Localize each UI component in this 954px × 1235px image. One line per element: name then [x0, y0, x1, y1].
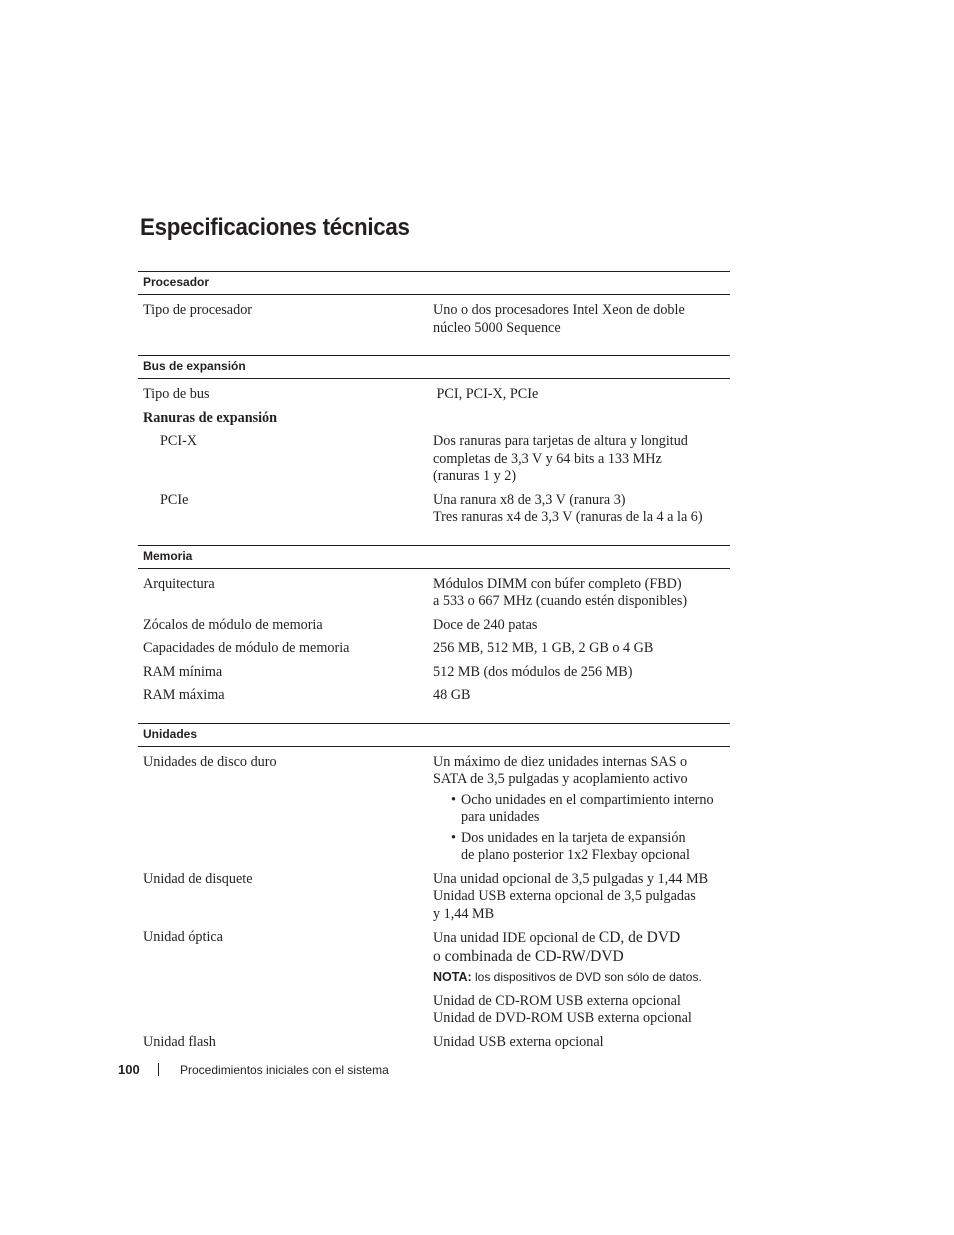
spec-label: Unidad óptica: [143, 929, 223, 945]
spec-value: [433, 302, 730, 337]
spec-value-line: o combinada de CD-RW/DVD: [433, 947, 624, 965]
spec-row-pcie: [138, 486, 730, 527]
spec-value-line: Tres ranuras x4 de 3,3 V (ranuras de la 4 a la 6): [433, 509, 703, 525]
optica-text-large: CD, de DVD: [598, 929, 681, 946]
spec-value-line: [433, 929, 730, 948]
spec-row-ranuras: [138, 404, 730, 428]
spec-value-line: Un máximo de diez unidades internas SAS o: [433, 753, 688, 770]
bullet-item: [461, 792, 730, 827]
spec-label: Unidad flash: [143, 1033, 216, 1050]
spec-value-line: Módulos DIMM con búfer completo (FBD): [433, 575, 682, 592]
spec-value: 48 GB: [433, 687, 471, 703]
spec-value-line: Dos ranuras para tarjetas de altura y longitud: [433, 433, 688, 449]
spec-value-line: Unidad de DVD-ROM USB externa opcional: [433, 1010, 692, 1026]
section-header-unidades: Unidades: [138, 723, 730, 747]
bullet-list: [433, 792, 730, 865]
bullet-line: • Ocho unidades en el compartimiento interno: [461, 791, 714, 808]
spec-value: 256 MB, 512 MB, 1 GB, 2 GB o 4 GB: [433, 640, 654, 656]
spec-value-line: (ranuras 1 y 2): [433, 468, 517, 484]
spec-value-line: Una ranura x8 de 3,3 V (ranura 3): [433, 491, 626, 508]
bullet-line: para unidades: [461, 809, 540, 825]
spec-value: Unidad USB externa opcional: [433, 1033, 604, 1050]
spec-label: Arquitectura: [143, 575, 215, 592]
section-header-memoria: Memoria: [138, 545, 730, 569]
note: [433, 969, 730, 987]
spec-label: PCIe: [160, 491, 189, 508]
spec-row-capacidades: [138, 634, 730, 658]
spec-label: RAM máxima: [143, 687, 225, 703]
spec-value-line: Una unidad opcional de 3,5 pulgadas y 1,44 MB: [433, 870, 709, 887]
footer-separator: [158, 1063, 159, 1076]
spec-row-disco-duro: [138, 747, 730, 868]
chapter-title: Procedimientos iniciales con el sistema: [180, 1062, 389, 1077]
page-footer: [118, 1062, 389, 1077]
spec-value: PCI, PCI-X, PCIe: [433, 386, 539, 402]
spec-label: PCI-X: [160, 433, 198, 449]
spec-value: [433, 576, 730, 611]
section-header-bus: Bus de expansión: [138, 355, 730, 379]
spec-row-pcix: [138, 427, 730, 486]
spec-table: [138, 271, 730, 1051]
spec-label: Tipo de procesador: [143, 302, 253, 318]
spec-value: [433, 433, 730, 486]
spec-row-tipo-bus: [138, 379, 730, 404]
spec-value-line: completas de 3,3 V y 64 bits a 133 MHz: [433, 450, 662, 467]
optica-text: Una unidad IDE opcional de: [433, 930, 599, 946]
bullet-item: [461, 830, 730, 865]
page-title: Especificaciones técnicas: [140, 214, 410, 241]
spec-row-tipo-procesador: [138, 295, 730, 337]
spec-row-zocalos: [138, 611, 730, 635]
spec-row-optica: [138, 923, 730, 1028]
spec-value-line: Unidad de CD-ROM USB externa opcional: [433, 992, 681, 1009]
spec-label: Tipo de bus: [143, 386, 210, 402]
spec-label: Unidad de disquete: [143, 870, 253, 887]
spec-row-disquete: [138, 868, 730, 924]
spec-value-line: SATA de 3,5 pulgadas y acoplamiento activo: [433, 771, 688, 787]
spec-row-ram-minima: [138, 658, 730, 682]
note-label: NOTA:: [433, 970, 472, 984]
spec-label: Capacidades de módulo de memoria: [143, 640, 350, 656]
spec-value: [433, 871, 730, 924]
spec-value-line: Uno o dos procesadores Intel Xeon de doble: [433, 302, 685, 318]
page-number: 100: [118, 1062, 140, 1077]
spec-value-line: Unidad USB externa opcional de 3,5 pulgadas: [433, 888, 696, 904]
spec-row-ram-maxima: [138, 681, 730, 705]
spec-label: Unidades de disco duro: [143, 753, 277, 770]
spec-row-arquitectura: [138, 569, 730, 611]
spec-value: [433, 492, 730, 527]
spec-value: 512 MB (dos módulos de 256 MB): [433, 663, 633, 680]
spec-row-flash: [138, 1028, 730, 1052]
spec-sublabel-ranuras: Ranuras de expansión: [143, 409, 278, 426]
spec-value: [433, 929, 730, 1028]
spec-label: RAM mínima: [143, 663, 223, 680]
spec-value-line: a 533 o 667 MHz (cuando estén disponibles): [433, 593, 688, 609]
spec-label: Zócalos de módulo de memoria: [143, 616, 323, 633]
note-text: los dispositivos de DVD son sólo de datos.: [471, 970, 702, 984]
bullet-line: • Dos unidades en la tarjeta de expansión: [461, 829, 686, 846]
section-header-procesador: Procesador: [138, 271, 730, 295]
bullet-line: de plano posterior 1x2 Flexbay opcional: [461, 847, 690, 863]
spec-value-line: núcleo 5000 Sequence: [433, 319, 561, 336]
spec-value: [433, 754, 730, 868]
spec-value-line: y 1,44 MB: [433, 905, 495, 922]
spec-value: Doce de 240 patas: [433, 616, 538, 633]
